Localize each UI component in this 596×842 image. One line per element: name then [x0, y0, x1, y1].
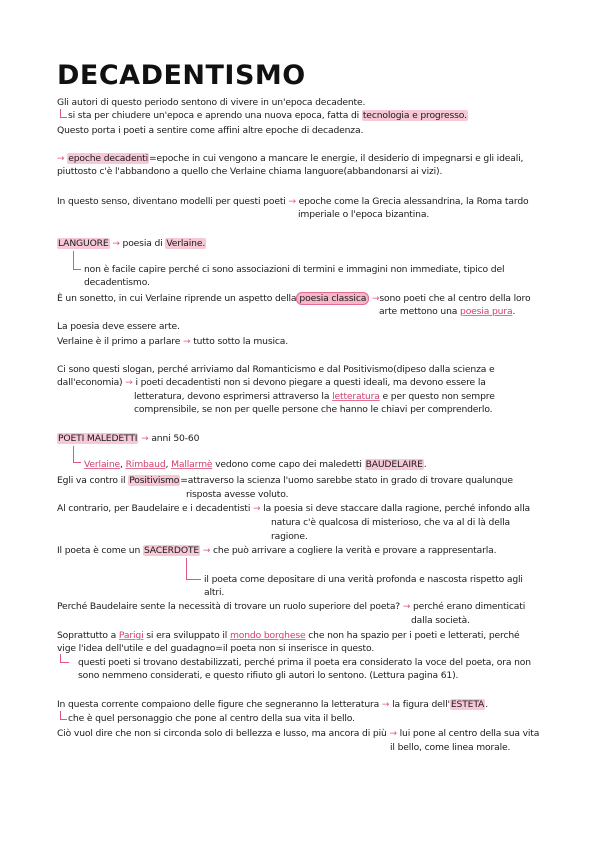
- text-line: Egli va contro il Positivismo=attraverso la scienza l'uomo sarebbe stato in grado di trovare qualunque: [57, 475, 513, 486]
- highlight: SACERDOTE: [143, 545, 200, 556]
- highlight: epoche decadenti: [68, 153, 148, 164]
- text-line: Perché Baudelaire sente la necessità di trovare un ruolo superiore del poeta? → perché erano dimenticati: [57, 601, 526, 612]
- page-title: DECADENTISMO: [57, 60, 306, 91]
- text-line: Gli autori di questo periodo sentono di vivere in un'epoca decadente.: [57, 97, 366, 108]
- arrow-icon: →: [389, 729, 397, 739]
- underlined-term: Mallarmè: [171, 459, 213, 470]
- highlight: Verlaine.: [166, 238, 206, 249]
- underlined-term: Parigi: [118, 630, 144, 641]
- text-line: si sta per chiudere un'epoca e aprendo una nuova epoca, fatta di tecnologia e progresso.: [68, 110, 467, 121]
- text-line: Questo porta i poeti a sentire come affini altre epoche di decadenza.: [57, 125, 364, 136]
- arrow-icon: →: [253, 504, 261, 514]
- text-line: Ciò vuol dire che non si circonda solo di bellezza e lusso, ma ancora di più → lui pone al centro della sua vita: [57, 728, 540, 739]
- arrow-icon: →: [381, 700, 390, 710]
- text-line: vige l'idea dell'utile e del guadagno=il poeta non si inserisce in questo.: [57, 643, 375, 654]
- text-line: altri.: [204, 587, 225, 598]
- text-line: La poesia deve essere arte.: [57, 321, 180, 332]
- text-line: non è facile capire perché ci sono associazioni di termini e immagini non immediate, tipico del: [84, 264, 505, 275]
- text-line: comprensibile, se non per quelle persone che hanno le chiavi per comprenderlo.: [134, 404, 493, 415]
- hook-arrow-icon: [186, 558, 201, 580]
- underlined-term: letteratura: [332, 391, 380, 402]
- hook-arrow-icon: [60, 109, 67, 118]
- arrow-icon: →: [402, 602, 411, 612]
- highlight: BAUDELAIRE: [365, 459, 423, 470]
- text-line: risposta avesse voluto.: [186, 489, 289, 500]
- text-line: che è quel personaggio che pone al centro della sua vita il bello.: [68, 713, 355, 724]
- underlined-term: Verlaine: [84, 459, 121, 470]
- highlight: Positivismo: [129, 475, 180, 486]
- text-line: piuttosto c'è l'abbandono a quello che Verlaine chiama languore(abbandonarsi ai vizi).: [57, 166, 443, 177]
- text-line: imperiale o l'epoca bizantina.: [298, 209, 430, 220]
- text-line: In questa corrente compaiono delle figure che segneranno la letteratura → la figura dell'ESTETA.: [57, 699, 488, 710]
- text-line: → epoche decadenti=epoche in cui vengono a mancare le energie, il desiderio di impegnarsi e gli ideali,: [57, 153, 524, 164]
- text-line: letteratura, devono esprimersi attraverso la letteratura e per questo non sempre: [134, 391, 495, 402]
- underlined-term: poesia pura: [460, 306, 513, 317]
- text-line: questi poeti si trovano destabilizzati, perché prima il poeta era considerato la voce del poeta, ora non: [78, 657, 531, 668]
- arrow-icon: →: [125, 378, 133, 388]
- text-line: decadentismo.: [84, 277, 150, 288]
- arrow-icon: →: [141, 434, 149, 444]
- text-line: Ci sono questi slogan, perché arriviamo dal Romanticismo e dal Positivismo(dipeso dalla scienza e: [57, 364, 495, 375]
- highlight: ESTETA: [450, 699, 485, 710]
- text-line: POETI MALEDETTI → anni 50-60: [58, 433, 200, 444]
- text-line: il bello, come linea morale.: [390, 742, 511, 753]
- text-line: il poeta come depositare di una verità profonda e nascosta rispetto agli: [204, 574, 523, 585]
- text-line: LANGUORE → poesia di Verlaine.: [58, 238, 206, 249]
- text-line: dalla società.: [411, 615, 470, 626]
- arrow-icon: →: [183, 337, 191, 347]
- text-line: Al contrario, per Baudelaire e i decadentisti → la poesia si deve staccare dalla ragione, perché infondo alla: [57, 503, 530, 514]
- text-line: Il poeta è come un SACERDOTE → che può arrivare a cogliere la verità e provare a rappresentarla.: [57, 545, 497, 556]
- text-line: natura c'è qualcosa di misterioso, che va al di là della: [271, 517, 511, 528]
- text-line: sono nemmeno considerati, e questo rifiuto gli autori lo sentono. (Lettura pagina 61).: [78, 670, 459, 681]
- highlight: tecnologia e progresso.: [362, 110, 467, 121]
- text-line: È un sonetto, in cui Verlaine riprende un aspetto della poesia classica →sono poeti che al centro della loro: [57, 293, 531, 304]
- highlight: POETI MALEDETTI: [58, 433, 138, 444]
- hook-arrow-icon: [60, 711, 67, 720]
- hook-arrow-icon: [60, 654, 69, 663]
- hook-arrow-icon: [73, 446, 81, 463]
- text-line: In questo senso, diventano modelli per questi poeti → epoche come la Grecia alessandrina, la Roma tardo: [57, 196, 529, 207]
- underlined-term: mondo borghese: [229, 630, 306, 641]
- underlined-term: Rimbaud: [125, 459, 166, 470]
- text-line: arte mettono una poesia pura.: [379, 306, 516, 317]
- text-line: Soprattutto a Parigi si era sviluppato il mondo borghese che non ha spazio per i poeti e letterati, perché: [57, 630, 520, 641]
- text-line: Verlaine è il primo a parlare → tutto sotto la musica.: [57, 336, 289, 347]
- arrow-icon: →: [372, 294, 380, 304]
- arrow-icon: →: [202, 546, 211, 556]
- text-line: ragione.: [271, 531, 308, 542]
- arrow-icon: →: [288, 197, 296, 207]
- highlight: LANGUORE: [58, 238, 109, 249]
- arrow-icon: →: [112, 239, 120, 249]
- hook-arrow-icon: [73, 251, 81, 270]
- text-line: dall'economia) → i poeti decadentisti non si devono piegare a questi ideali, ma devono essere la: [57, 377, 486, 388]
- text-line: Verlaine, Rimbaud, Mallarmè vedono come capo dei maledetti BAUDELAIRE.: [84, 459, 427, 470]
- arrow-icon: →: [57, 154, 65, 164]
- boxed-highlight: poesia classica: [296, 292, 369, 305]
